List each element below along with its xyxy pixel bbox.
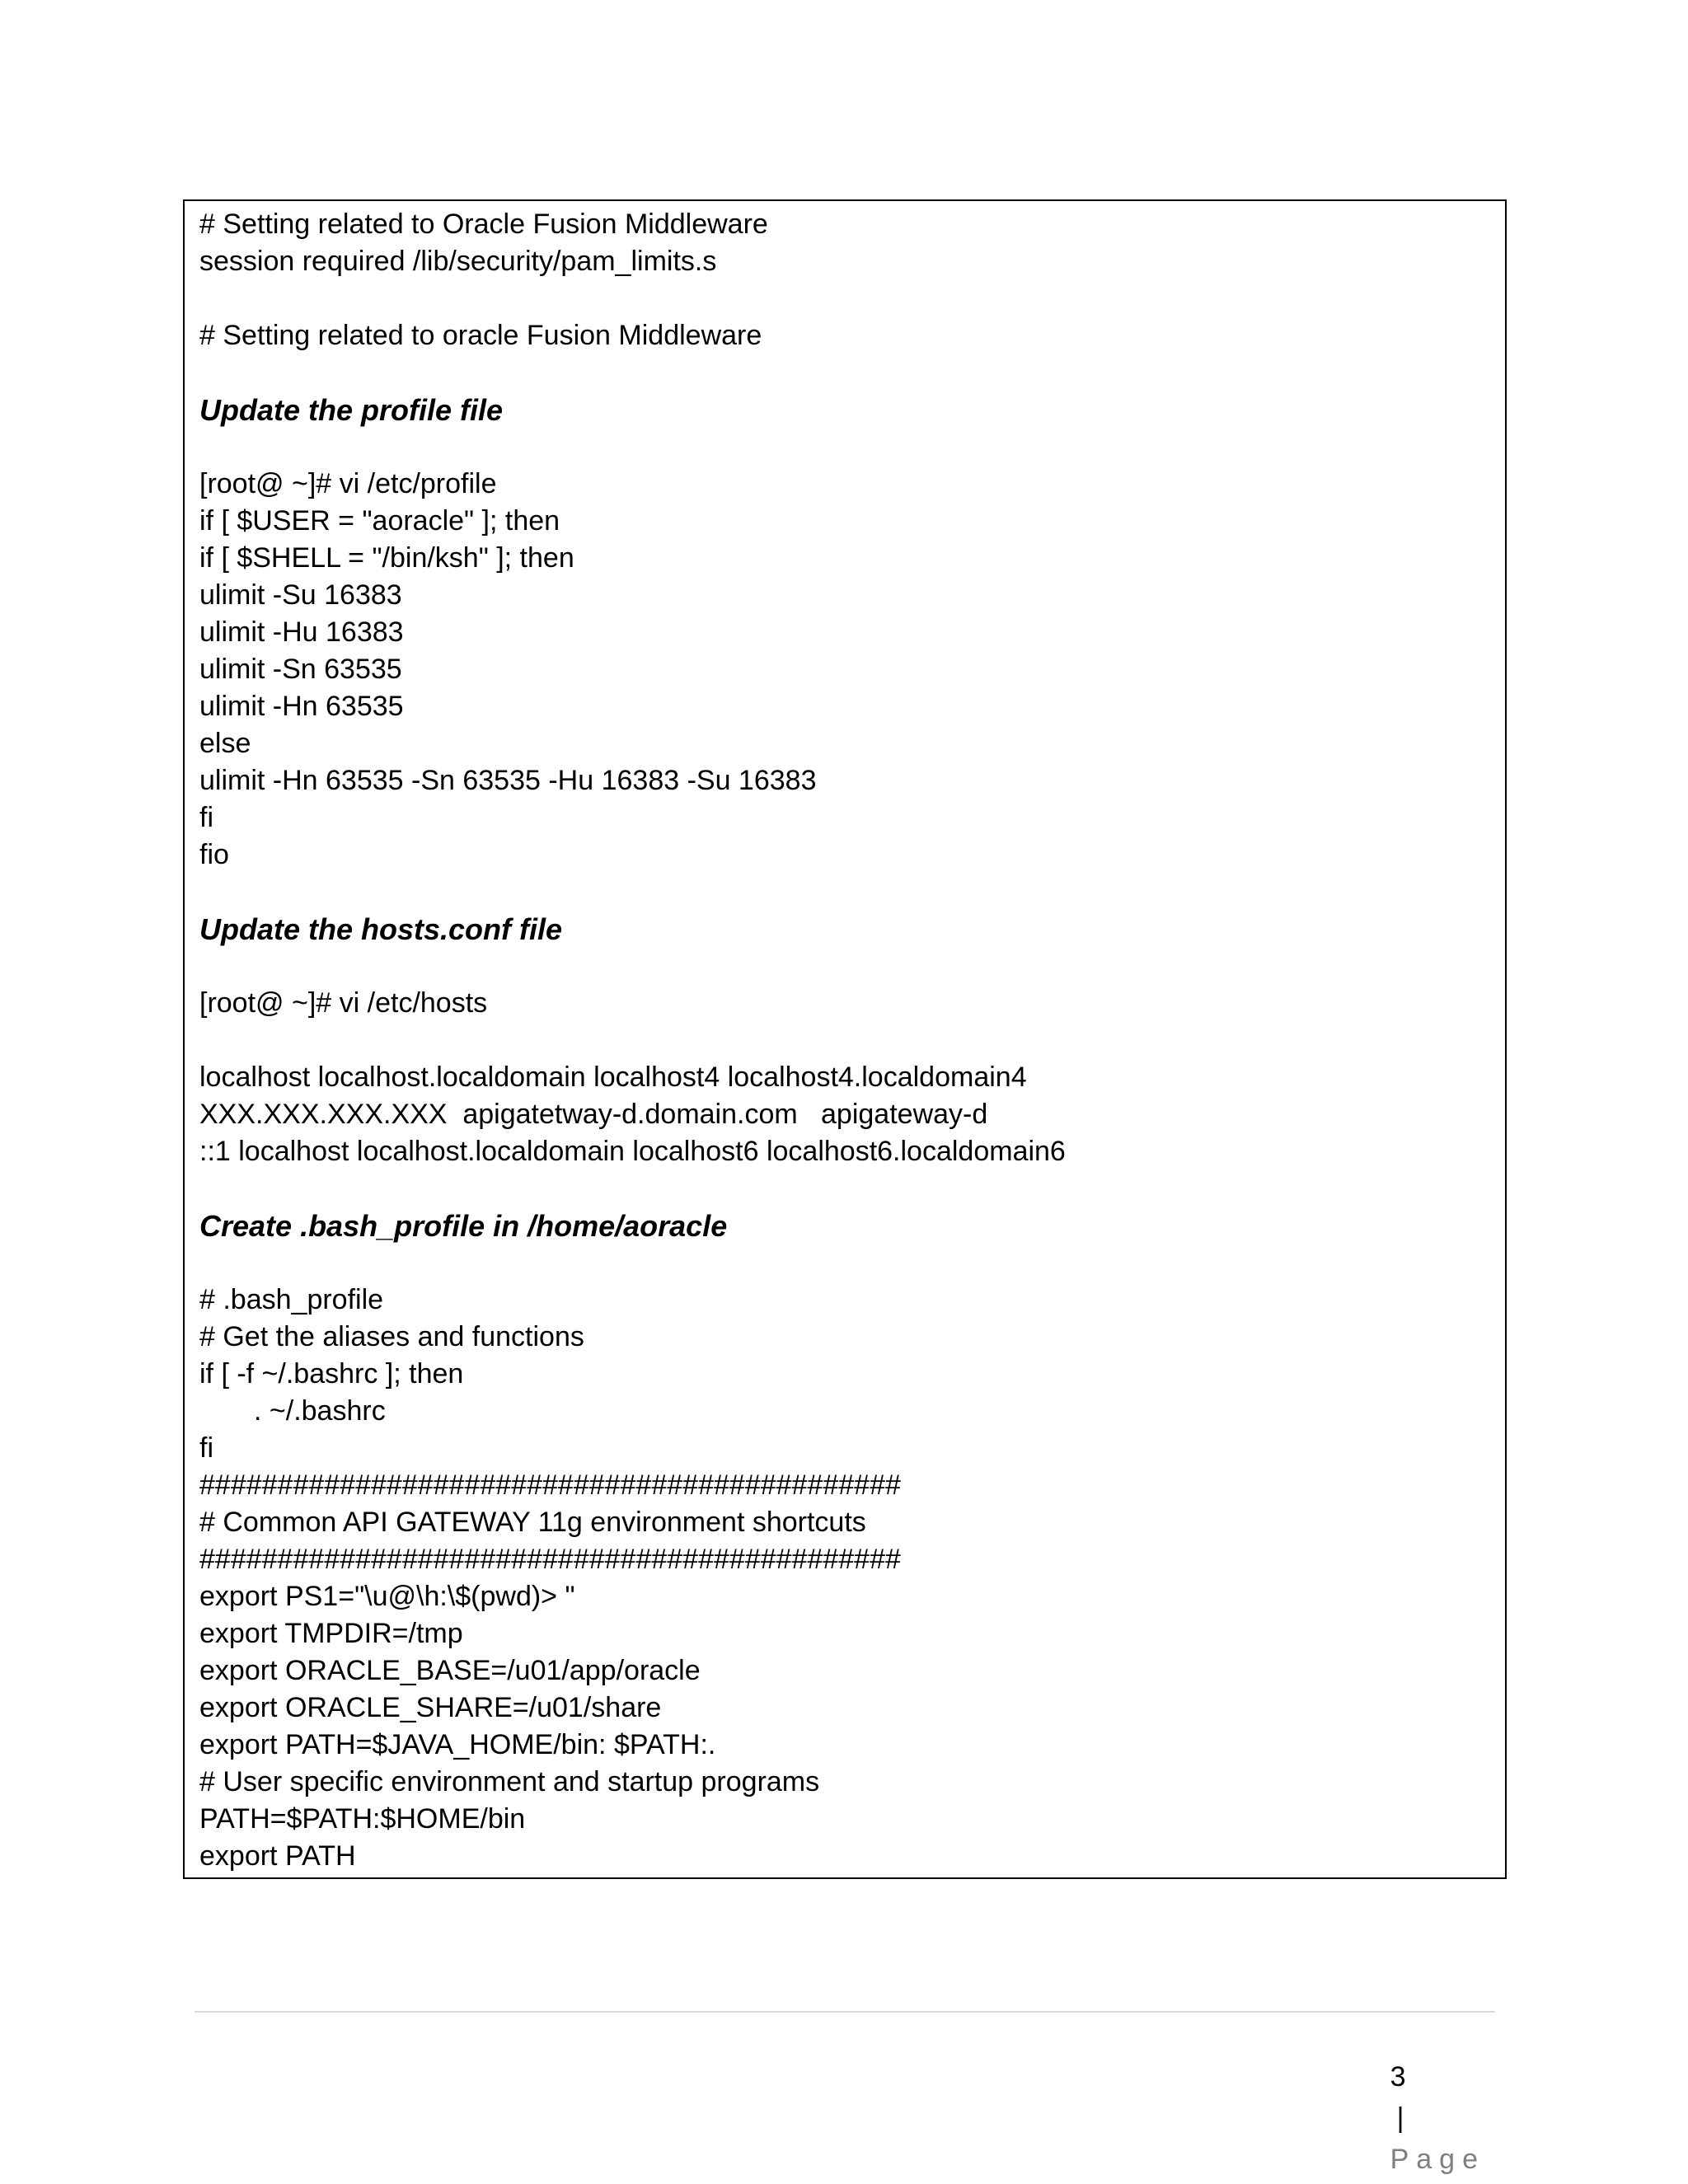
- code-line: export TMPDIR=/tmp: [199, 1618, 463, 1649]
- code-line: export ORACLE_SHARE=/u01/share: [199, 1692, 662, 1723]
- blank-line: [199, 280, 1505, 317]
- code-line: # User specific environment and startup programs: [199, 1766, 820, 1797]
- code-line: # Get the aliases and functions: [199, 1321, 584, 1352]
- code-line: ulimit -Hn 63535 -Sn 63535 -Hu 16383 -Su 16383: [199, 765, 817, 796]
- code-line: localhost localhost.localdomain localhost4 localhost4.localdomain4: [199, 1062, 1027, 1093]
- code-line: export PATH: [199, 1840, 356, 1872]
- code-line: ulimit -Hu 16383: [199, 616, 404, 648]
- code-line: else: [199, 728, 251, 759]
- code-line: XXX.XXX.XXX.XXX apigatetway-d.domain.com apigateway-d: [199, 1099, 988, 1130]
- code-line: if [ -f ~/.bashrc ]; then: [199, 1358, 464, 1390]
- code-line: #############################################: [199, 1469, 901, 1501]
- pam-session-line: session required /lib/security/pam_limits.s: [199, 246, 717, 277]
- blank-line: [199, 948, 1505, 985]
- code-line: fi: [199, 1432, 213, 1464]
- pam-comment: # Setting related to oracle Fusion Middleware: [199, 320, 762, 351]
- code-line: . ~/.bashrc: [254, 1395, 386, 1427]
- blank-line: [199, 1244, 1505, 1282]
- code-line: if [ $USER = "aoracle" ]; then: [199, 505, 560, 537]
- page-footer: [1375, 2015, 1485, 2175]
- page-number: 3: [1390, 2061, 1406, 2093]
- blank-line: [199, 354, 1505, 391]
- blank-line: [199, 1022, 1505, 1059]
- code-line: export ORACLE_BASE=/u01/app/oracle: [199, 1655, 701, 1686]
- blank-line: [199, 874, 1505, 911]
- footer-divider: [195, 2011, 1495, 2013]
- code-line: export PATH=$JAVA_HOME/bin: $PATH:.: [199, 1729, 716, 1760]
- section-heading-hosts: Update the hosts.conf file: [199, 912, 563, 946]
- code-line: #############################################: [199, 1544, 901, 1575]
- page-label: Page: [1390, 2144, 1485, 2175]
- page-separator: |: [1396, 2102, 1404, 2134]
- blank-line: [199, 429, 1505, 466]
- code-line: fi: [199, 802, 213, 833]
- code-line: # .bash_profile: [199, 1284, 384, 1315]
- code-line: export PS1="\u@\h:\$(pwd)> ": [199, 1581, 575, 1612]
- blank-line: [199, 1170, 1505, 1207]
- code-line: ulimit -Sn 63535: [199, 654, 402, 685]
- section-heading-bash-profile: Create .bash_profile in /home/aoracle: [199, 1209, 728, 1243]
- code-line: # Common API GATEWAY 11g environment shortcuts: [199, 1507, 866, 1538]
- code-line: ulimit -Hn 63535: [199, 691, 404, 722]
- code-line: ulimit -Su 16383: [199, 579, 402, 611]
- code-line: ::1 localhost localhost.localdomain localhost6 localhost6.localdomain6: [199, 1136, 1066, 1167]
- content-box: [183, 199, 1507, 1879]
- code-line: [root@ ~]# vi /etc/hosts: [199, 987, 488, 1019]
- code-line: PATH=$PATH:$HOME/bin: [199, 1803, 526, 1835]
- code-line: fio: [199, 839, 229, 870]
- code-line: if [ $SHELL = "/bin/ksh" ]; then: [199, 542, 574, 574]
- pam-comment: # Setting related to Oracle Fusion Middleware: [199, 209, 768, 240]
- code-line: [root@ ~]# vi /etc/profile: [199, 468, 497, 499]
- section-heading-profile: Update the profile file: [199, 393, 504, 427]
